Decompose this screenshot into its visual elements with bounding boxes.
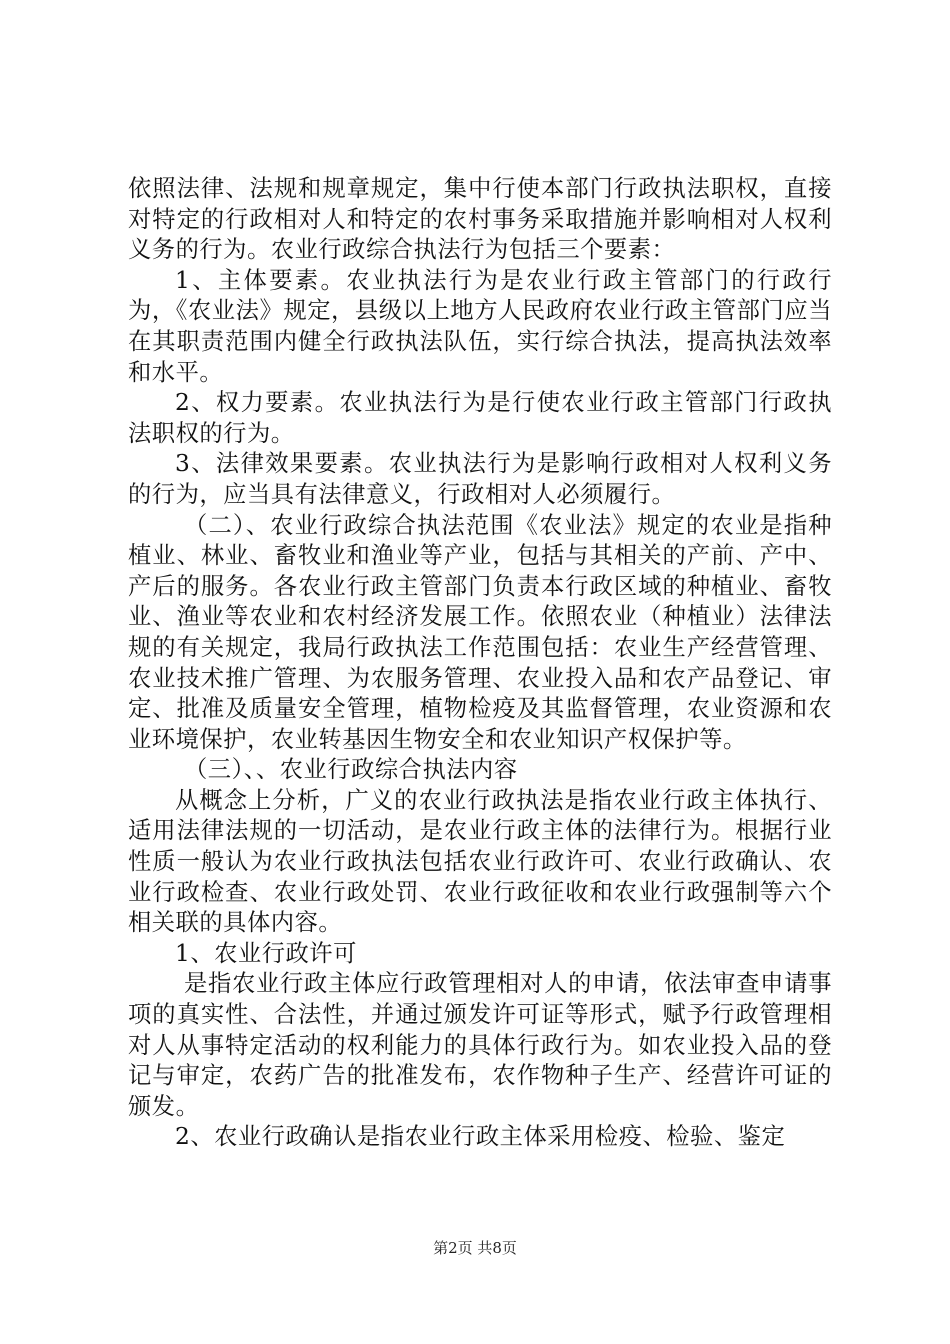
paragraph: 依照法律、法规和规章规定，集中行使本部门行政执法职权，直接对特定的行政相对人和特定的农村事务采取措施并影响相对人权利义务的行为。农业行政综合执法行为包括三个要素： — [128, 175, 832, 264]
paragraph: 2、权力要素。农业执法行为是行使农业行政主管部门行政执法职权的行为。 — [128, 389, 832, 447]
paragraph: 从概念上分析，广义的农业行政执法是指农业行政主体执行、适用法律法规的一切活动，是农业行政主体的法律行为。根据行业性质一般认为农业行政执法包括农业行政许可、农业行政确认、农业行政检查、农业行政处罚、农业行政征收和农业行政强制等六个相关联的具体内容。 — [128, 786, 832, 937]
paragraph: 是指农业行政主体应行政管理相对人的申请，依法审查申请事项的真实性、合法性，并通过颁发许可证等形式，赋予行政管理相对人从事特定活动的权利能力的具体行政行为。如农业投入品的登记与审定，农药广告的批准发布，农作物种子生产、经营许可证的颁发。 — [128, 970, 832, 1120]
paragraph: 1、主体要素。农业执法行为是农业行政主管部门的行政行为，《农业法》规定，县级以上地方人民政府农业行政主管部门应当在其职责范围内健全行政执法队伍，实行综合执法，提高执法效率和水平。 — [128, 266, 832, 386]
paragraph: 1、农业行政许可 — [175, 939, 357, 967]
paragraph: 3、法律效果要素。农业执法行为是影响行政相对人权利义务的行为，应当具有法律意义，行政相对人必须履行。 — [128, 450, 832, 508]
paragraph: 2、农业行政确认是指农业行政主体采用检疫、检验、鉴定 — [175, 1123, 786, 1151]
document-body — [128, 174, 832, 1153]
paragraph: （三）、、农业行政综合执法内容 — [184, 756, 518, 784]
paragraph: （二）、农业行政综合执法范围《农业法》规定的农业是指种植业、林业、畜牧业和渔业等产业，包括与其相关的产前、产中、产后的服务。各农业行政主管部门负责本行政区域的种植业、畜牧业、渔业等农业和农村经济发展工作。依照农业（种植业）法律法规的有关规定，我局行政执法工作范围包括：农业生产经营管理、农业技术推广管理、为农服务管理、农业投入品和农产品登记、审定、批准及质量安全管理，植物检疫及其监督管理，农业资源和农业环境保护，农业转基因生物安全和农业知识产权保护等。 — [128, 511, 832, 753]
page-number-footer: 第2页 共8页 — [433, 1239, 517, 1257]
